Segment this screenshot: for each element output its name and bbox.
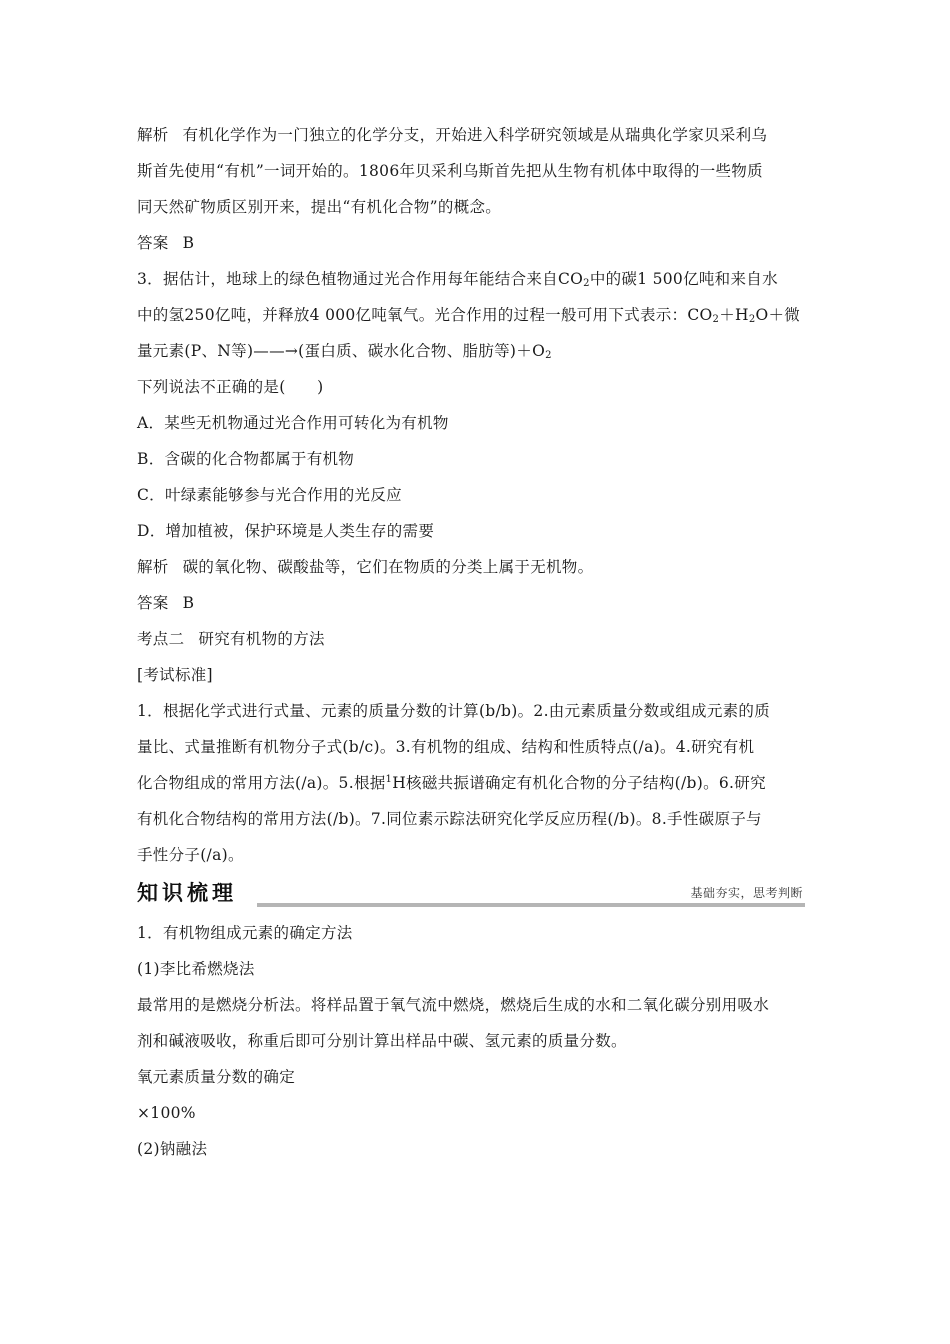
text-line: 斯首先使用“有机”一词开始的。1806年贝采利乌斯首先把从生物有机体中取得的一些物质 (137, 162, 763, 180)
text-line: 同天然矿物质区别开来，提出“有机化合物”的概念。 (137, 198, 502, 216)
option-d: D．增加植被，保护环境是人类生存的需要 (137, 522, 435, 540)
standard-text-line: 有机化合物结构的常用方法(/b)。7.同位素示踪法研究化学反应历程(/b)。8.手性碳原子与 (137, 810, 762, 828)
analysis-line (137, 117, 817, 153)
formula-line: ×100% (137, 1104, 196, 1122)
option-b: B．含碳的化合物都属于有机物 (137, 450, 355, 468)
analysis-label: 解析 (137, 558, 169, 576)
analysis-text: 碳的氧化物、碳酸盐等，它们在物质的分类上属于无机物。 (182, 558, 594, 576)
subsection-heading: (2)钠融法 (137, 1140, 208, 1158)
subsection-heading: (1)李比希燃烧法 (137, 960, 255, 978)
option-c: C．叶绿素能够参与光合作用的光反应 (137, 486, 402, 504)
answer-value: B (182, 594, 195, 612)
question-3-line: 中的氢250亿吨，并释放4 000亿吨氧气。光合作用的过程一般可用下式表示：$CO_2+H_2O+$微 (137, 306, 801, 325)
question-3-line: 3．据估计，地球上的绿色植物通过光合作用每年能结合来自$CO_2$中的碳1 500亿吨和来自水 (137, 270, 778, 289)
answer-label: 答案 (137, 594, 169, 612)
exam-standard-heading: [考试标准] (137, 666, 213, 684)
standard-text-line: 化合物组成的常用方法(/a)。5.根据$^1$H核磁共振谱确定有机化合物的分子结构(/b)。6.研究 (137, 774, 766, 792)
question-prompt: 下列说法不正确的是( ) (137, 378, 324, 396)
answer-label: 答案 (137, 234, 169, 252)
option-a: A．某些无机物通过光合作用可转化为有机物 (137, 414, 449, 432)
section-divider (257, 903, 805, 907)
answer-line (137, 225, 817, 261)
text-line: 氧元素质量分数的确定 (137, 1068, 296, 1086)
standard-text-line: 1．根据化学式进行式量、元素的质量分数的计算(b/b)。2.由元素质量分数或组成元素的质 (137, 702, 771, 720)
equation-line: 量元素(P、N等)——→(蛋白质、碳水化合物、脂肪等)$+O_2$ (137, 342, 552, 361)
analysis-label: 解析 (137, 126, 169, 144)
subsection-heading: 1．有机物组成元素的确定方法 (137, 924, 353, 942)
standard-text-line: 量比、式量推断有机物分子式(b/c)。3.有机物的组成、结构和性质特点(/a)。4.研究有机 (137, 738, 755, 756)
standard-text-line: 手性分子(/a)。 (137, 846, 244, 864)
analysis-line (137, 549, 817, 585)
text-line: 剂和碱液吸收，称重后即可分别计算出样品中碳、氢元素的质量分数。 (137, 1032, 627, 1050)
text-line: 最常用的是燃烧分析法。将样品置于氧气流中燃烧，燃烧后生成的水和二氧化碳分别用吸水 (137, 996, 770, 1014)
topic-heading: 考点二 研究有机物的方法 (137, 630, 325, 648)
section-title: 知识梳理 (137, 881, 237, 905)
analysis-text: 有机化学作为一门独立的化学分支，开始进入科学研究领域是从瑞典化学家贝采利乌 (182, 126, 768, 144)
section-header (137, 875, 817, 915)
answer-line (137, 585, 817, 621)
section-subtitle: 基础夯实，思考判断 (690, 886, 803, 900)
document-page (137, 117, 817, 1167)
answer-value: B (182, 234, 195, 252)
